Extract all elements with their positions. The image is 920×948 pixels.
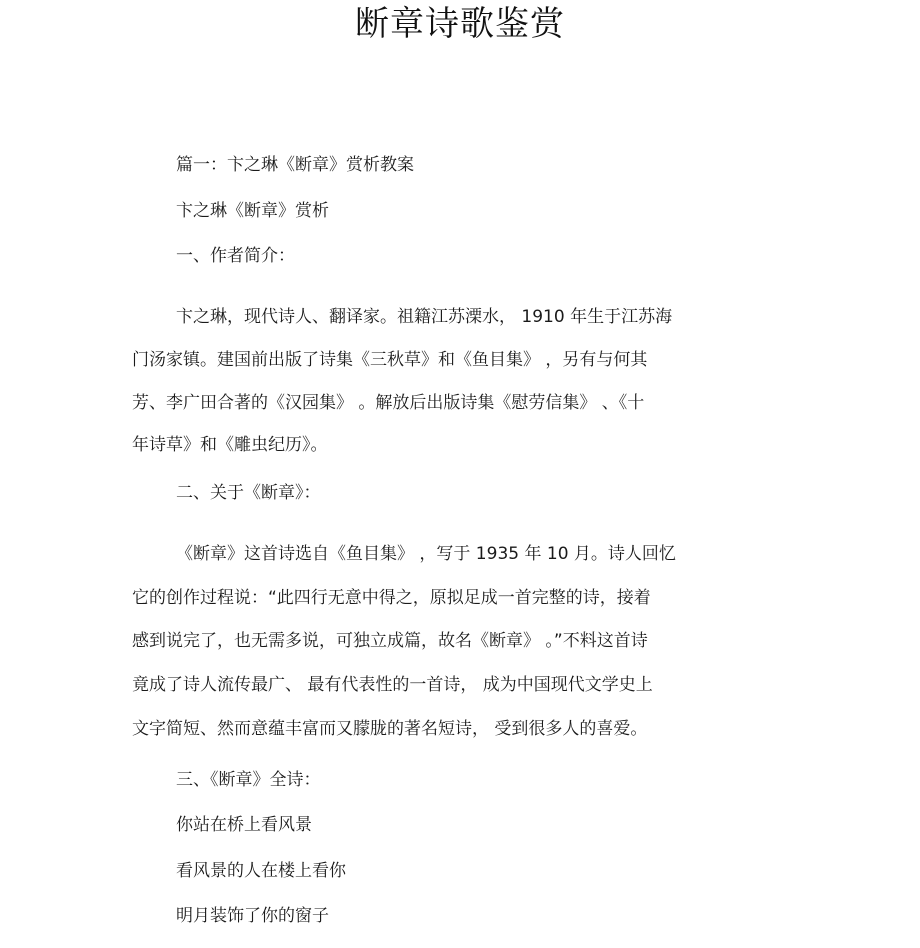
poem-line: 看风景的人在楼上看你 <box>176 861 346 881</box>
poem-line: 明月装饰了你的窗子 <box>176 906 329 926</box>
document-title: 断章诗歌鉴赏 <box>355 4 565 44</box>
paragraph-line: 它的创作过程说：“此四行无意中得之，原拟足成一首完整的诗，接着 <box>132 588 651 608</box>
paragraph-line: 竟成了诗人流传最广、 最有代表性的一首诗， 成为中国现代文学史上 <box>132 675 653 695</box>
section-heading-poem: 三、《断章》全诗： <box>176 770 321 790</box>
paragraph-line: 年诗草》和《雕虫纪历》。 <box>132 435 328 455</box>
paragraph-line: 文字简短、然而意蕴丰富而又朦胧的著名短诗， 受到很多人的喜爱。 <box>132 719 648 739</box>
poem-line: 你站在桥上看风景 <box>176 815 312 835</box>
section-heading-author: 一、作者简介： <box>176 246 295 266</box>
paragraph-line: 门汤家镇。建国前出版了诗集《三秋草》和《鱼目集》 ，另有与何其 <box>132 350 648 370</box>
paragraph-line: 芳、李广田合著的《汉园集》 。解放后出版诗集《慰劳信集》 、《十 <box>132 393 645 413</box>
paragraph-line: 感到说完了，也无需多说，可独立成篇，故名《断章》 。”不料这首诗 <box>132 631 648 651</box>
section-heading-about: 二、关于《断章》： <box>176 483 321 503</box>
paragraph-line: 《断章》这首诗选自《鱼目集》 ，写于 1935 年 10 月。诗人回忆 <box>176 544 676 564</box>
subheading: 卞之琳《断章》赏析 <box>176 201 329 221</box>
part-heading: 篇一：卞之琳《断章》赏析教案 <box>176 155 414 175</box>
paragraph-line: 卞之琳，现代诗人、翻译家。祖籍江苏溧水， 1910 年生于江苏海 <box>176 307 673 327</box>
